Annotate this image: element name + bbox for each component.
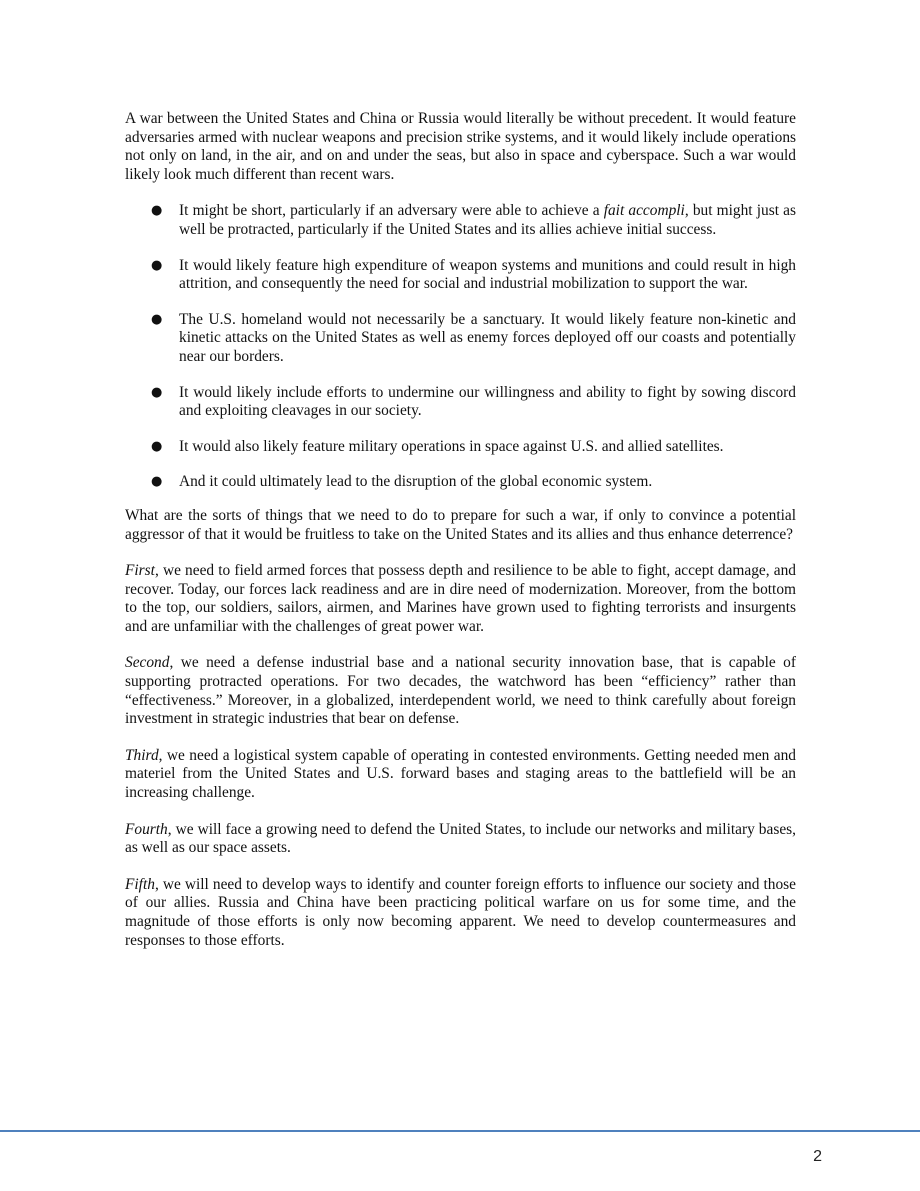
point-lead: Fifth — [125, 875, 155, 893]
bullet-text-continued: , but might just as well be protracted, particularly if the United States and its allies achieve initial success. — [179, 202, 796, 238]
bullet-text: It might be short, particularly if an adversary were able to achieve a — [179, 202, 604, 220]
point-third-paragraph — [125, 747, 796, 803]
list-item — [125, 311, 796, 367]
page-number: 2 — [813, 1148, 822, 1165]
bullet-text: The U.S. homeland would not necessarily be a sanctuary. It would likely feature non-kinetic and kinetic attacks on the United States as well as enemy forces deployed off our coasts and potentially near our borders. — [179, 310, 796, 365]
point-fourth-paragraph — [125, 821, 796, 858]
question-paragraph: What are the sorts of things that we need to do to prepare for such a war, if only to convince a potential aggressor of that it would be fruitless to take on the United States and its allies and thus enhance deterrence? — [125, 506, 796, 543]
footer-divider — [0, 1130, 920, 1132]
point-lead: Second — [125, 654, 170, 672]
point-text: , we will need to develop ways to identify and counter foreign efforts to influence our society and those of our allies. Russia and China have been practicing political warfare on us for some time, and the magnitude of those efforts is only now becoming apparent. We need to develop countermeasures and responses to those efforts. — [125, 875, 796, 949]
war-characteristics-list — [125, 202, 796, 492]
point-text: , we need a defense industrial base and a national security innovation base, that is capable of supporting protracted operations. For two decades, the watchword has been “efficiency” rather than “effectiveness.” Moreover, in a globalized, interdependent world, we need to think carefully about foreign investment in strategic industries that bear on defense. — [125, 654, 796, 728]
list-item — [125, 438, 796, 457]
bullet-icon: ● — [151, 257, 163, 273]
point-text: , we need a logistical system capable of operating in contested environments. Getting needed men and materiel from the United States and U.S. forward bases and staging areas to the battlefield will be an increasing challenge. — [125, 746, 796, 802]
list-item — [125, 473, 796, 492]
bullet-icon: ● — [151, 438, 163, 454]
point-second-paragraph — [125, 654, 796, 728]
list-item — [125, 202, 796, 239]
bullet-icon: ● — [151, 311, 163, 327]
point-fifth-paragraph — [125, 876, 796, 950]
bullet-icon: ● — [151, 474, 163, 490]
bullet-text: And it could ultimately lead to the disruption of the global economic system. — [179, 473, 653, 491]
point-text: , we need to field armed forces that possess depth and resilience to be able to fight, accept damage, and recover. Today, our forces lack readiness and are in dire need of modernization. Moreover, from the bottom to the top, our soldiers, sailors, airmen, and Marines have grown used to fighting terrorists and insurgents and are unfamiliar with the challenges of great power war. — [125, 562, 796, 635]
point-lead: Fourth — [125, 820, 168, 838]
point-lead: Third — [125, 746, 159, 764]
list-item — [125, 384, 796, 421]
bullet-icon: ● — [151, 203, 163, 219]
document-body — [125, 110, 796, 968]
point-first-paragraph — [125, 562, 796, 636]
list-item — [125, 257, 796, 294]
point-lead: First — [125, 562, 155, 580]
intro-paragraph: A war between the United States and China or Russia would literally be without precedent. It would feature adversaries armed with nuclear weapons and precision strike systems, and it would likely include operations not only on land, in the air, and on and under the seas, but also in space and cyberspace. Such a war would likely look much different than recent wars. — [125, 110, 796, 183]
bullet-text: It would likely include efforts to undermine our willingness and ability to fight by sowing discord and exploiting cleavages in our society. — [179, 383, 796, 420]
point-text: , we will face a growing need to defend the United States, to include our networks and military bases, as well as our space assets. — [125, 820, 796, 857]
bullet-emphasis: fait accompli — [603, 202, 685, 220]
bullet-icon: ● — [151, 384, 163, 400]
bullet-text: It would also likely feature military operations in space against U.S. and allied satellites. — [179, 437, 724, 455]
bullet-text: It would likely feature high expenditure of weapon systems and munitions and could result in high attrition, and consequently the need for social and industrial mobilization to support the war. — [179, 256, 796, 293]
